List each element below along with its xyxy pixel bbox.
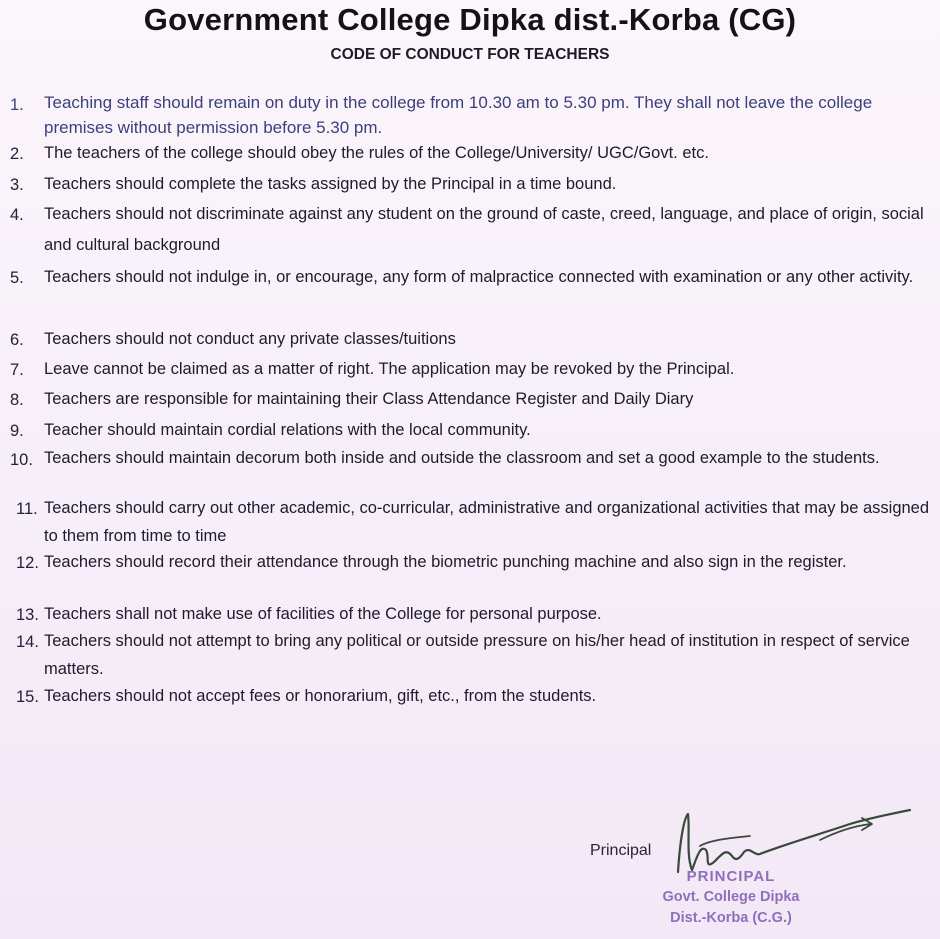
rule-text: Leave cannot be claimed as a matter of right. The application may be revoked by the Principal. xyxy=(44,360,735,378)
rule-number: 10. xyxy=(10,451,33,469)
rule-text: Teachers should maintain decorum both inside and outside the classroom and set a good example to the students. xyxy=(44,449,880,467)
rule-text: The teachers of the college should obey the rules of the College/University/ UGC/Govt. etc. xyxy=(44,144,709,162)
page-title: Government College Dipka dist.-Korba (CG) xyxy=(143,2,797,37)
rule-text: Teachers should not indulge in, or encourage, any form of malpractice connected with examination or any other activity. xyxy=(44,268,914,286)
page-subtitle: CODE OF CONDUCT FOR TEACHERS xyxy=(330,46,610,63)
rule-text: Teachers should record their attendance through the biometric punching machine and also sign in the register. xyxy=(44,553,847,571)
rule-number: 7. xyxy=(10,361,24,379)
rule-text: Teachers should not attempt to bring any political or outside pressure on his/her head of institution in respect of service matters. xyxy=(44,632,910,678)
rule-number: 9. xyxy=(10,422,24,440)
rule-text: Teachers should carry out other academic, co-curricular, administrative and organizational activities that may be assigned to them from time to time xyxy=(44,499,930,545)
rule-number: 1. xyxy=(10,96,24,114)
rule-number: 4. xyxy=(10,206,24,224)
rule-text: Teacher should maintain cordial relations with the local community. xyxy=(44,421,531,439)
rule-number: 12. xyxy=(16,554,39,572)
rule-number: 3. xyxy=(10,176,24,194)
official-stamp xyxy=(616,866,846,929)
rule-text: Teaching staff should remain on duty in the college from 10.30 am to 5.30 pm. They shall not leave the college premises without permission before 5.30 pm. xyxy=(44,93,873,137)
principal-label: Principal xyxy=(590,842,652,859)
rule-number: 8. xyxy=(10,391,24,409)
rule-number: 5. xyxy=(10,269,24,287)
rule-text: Teachers shall not make use of facilities of the College for personal purpose. xyxy=(44,605,602,623)
rule-text: Teachers should complete the tasks assigned by the Principal in a time bound. xyxy=(44,175,617,193)
stamp-line-2: Govt. College Dipka xyxy=(662,889,800,905)
signature-block xyxy=(560,800,940,939)
rule-number: 6. xyxy=(10,331,24,349)
stamp-line-3: Dist.-Korba (C.G.) xyxy=(670,910,792,926)
rule-text: Teachers should not accept fees or honorarium, gift, etc., from the students. xyxy=(44,687,597,705)
rule-number: 11. xyxy=(16,500,38,518)
rule-number: 15. xyxy=(16,688,39,706)
rule-text: Teachers should not conduct any private classes/tuitions xyxy=(44,330,456,348)
rule-text: Teachers should not discriminate against any student on the ground of caste, creed, language, and place of origin, social and cultural background xyxy=(44,205,924,254)
rule-number: 13. xyxy=(16,606,39,624)
rule-number: 2. xyxy=(10,145,24,163)
rule-number: 14. xyxy=(16,633,39,651)
rule-text: Teachers are responsible for maintaining their Class Attendance Register and Daily Diary xyxy=(44,390,694,408)
stamp-line-1: PRINCIPAL xyxy=(686,868,776,885)
